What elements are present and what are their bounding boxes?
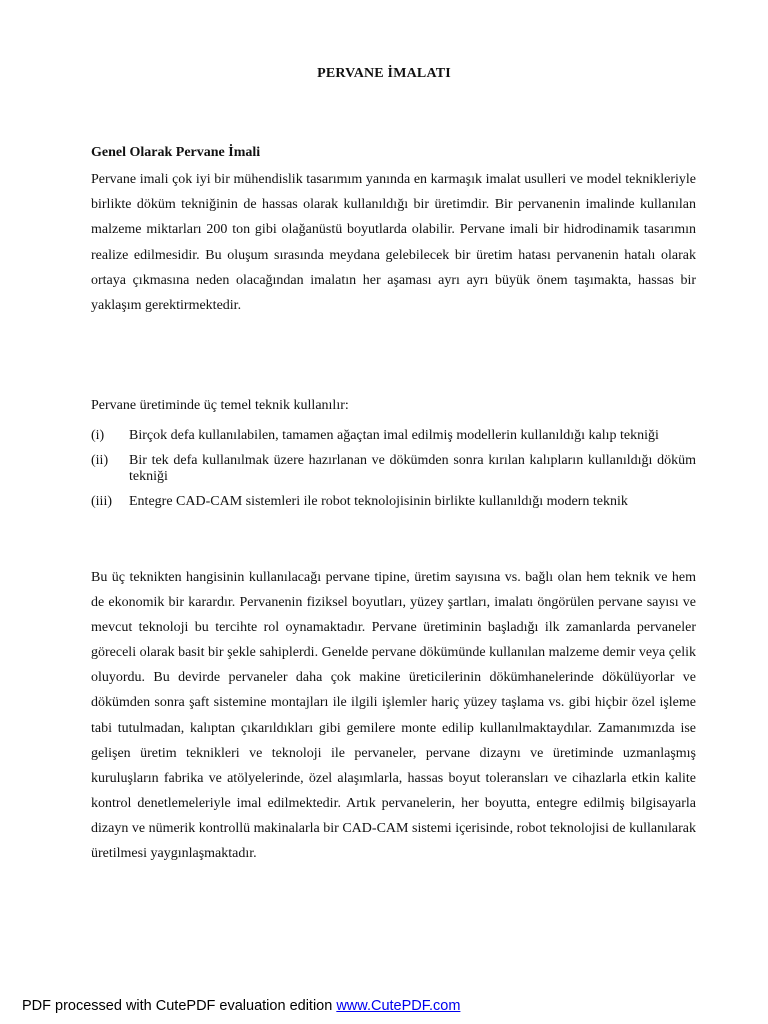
document-title: PERVANE İMALATI — [317, 66, 451, 81]
paragraph-intro: Pervane imali çok iyi bir mühendislik tasarımım yanında en karmaşık imalat usulleri ve model teknikleriyle birlikte döküm tekniğinin de hassas olarak kullanıldığı bir üretimdir. Bir pervanenin imalinde kullanılan malzeme miktarları 200 ton gibi olağanüstü boyutlarda olabilir. Pervane imali bir hidrodinamik tasarımın realize edilmesidir. Bu oluşum sırasında meydana gelebilecek bir üretim hatası pervanenin hatalı olarak ortaya çıkmasına neden olacağından imalatın her aşaması ayrı ayrı büyük önem taşımakta, hassas bir yaklaşım gerektirmektedir. — [91, 172, 696, 314]
list-marker: (i) — [91, 428, 105, 443]
section-heading: Genel Olarak Pervane İmali — [91, 145, 261, 160]
list-marker: (iii) — [91, 493, 112, 509]
list-item-text: Entegre CAD-CAM sistemleri ile robot teknolojisinin birlikte kullanıldığı modern teknik — [129, 493, 628, 509]
pdf-watermark-footer — [22, 998, 460, 1014]
list-item — [91, 453, 696, 486]
paragraph-history: Bu üç teknikten hangisinin kullanılacağı pervane tipine, üretim sayısına vs. bağlı olan hem teknik ve hem de ekonomik bir karardır. Pervanenin fiziksel boyutları, yüzey şartları, imalatı öngörülen pervane sayısı ve mevcut teknoloji bu tercihte rol oynamaktadır. Pervane üretiminin başladığı ilk zamanlarda pervaneler göreceli olarak basit bir şekle sahiplerdi. Genelde pervane dökümünde kullanılan malzeme demir veya çelik oluyordu. Bu devirde pervaneler daha çok makine üreticilerinin dökümhanelerinde dökülüyorlar ve dökümden sonra şaft sistemine montajları ile ilgili işlemler hariç yüzey taşlama vs. gibi hiçbir özel işleme tabi tutulmadan, kalıptan çıkarıldıkları gibi gemilere monte edilip kullanılmaktaydılar. Zamanımızda ise gelişen üretim teknikleri ve teknoloji ile pervaneler, pervane dizaynı ve üretiminde uzmanlaşmış kuruluşların fabrika ve atölyelerinde, özel alaşımlarla, hassas boyut toleransları ve cihazlarla etkin kalite kontrol denetlemeleriyle imal edilmektedir. Artık pervanelerin, her boyutta, entegre edilmiş bilgisayarla dizayn ve nümerik kontrollü makinalarla bir CAD-CAM sistemi içerisinde, robot teknolojisi de kullanılarak üretilmesi yaygınlaşmaktadır. — [91, 570, 696, 862]
techniques-list — [91, 428, 696, 518]
cutepdf-link[interactable]: www.CutePDF.com — [336, 998, 461, 1014]
footer-text: PDF processed with CutePDF evaluation edition — [22, 998, 337, 1014]
list-marker: (ii) — [91, 452, 109, 468]
list-item — [91, 494, 696, 511]
list-item-text: Bir tek defa kullanılmak üzere hazırlanan ve dökümden sonra kırılan kalıpların kullanıldığı döküm tekniği — [129, 452, 696, 484]
paragraph-techniques-intro: Pervane üretiminde üç temel teknik kullanılır: — [91, 398, 349, 413]
list-item-text: Birçok defa kullanılabilen, tamamen ağaçtan imal edilmiş modellerin kullanıldığı kalıp tekniği — [129, 428, 659, 443]
list-item — [91, 428, 696, 445]
